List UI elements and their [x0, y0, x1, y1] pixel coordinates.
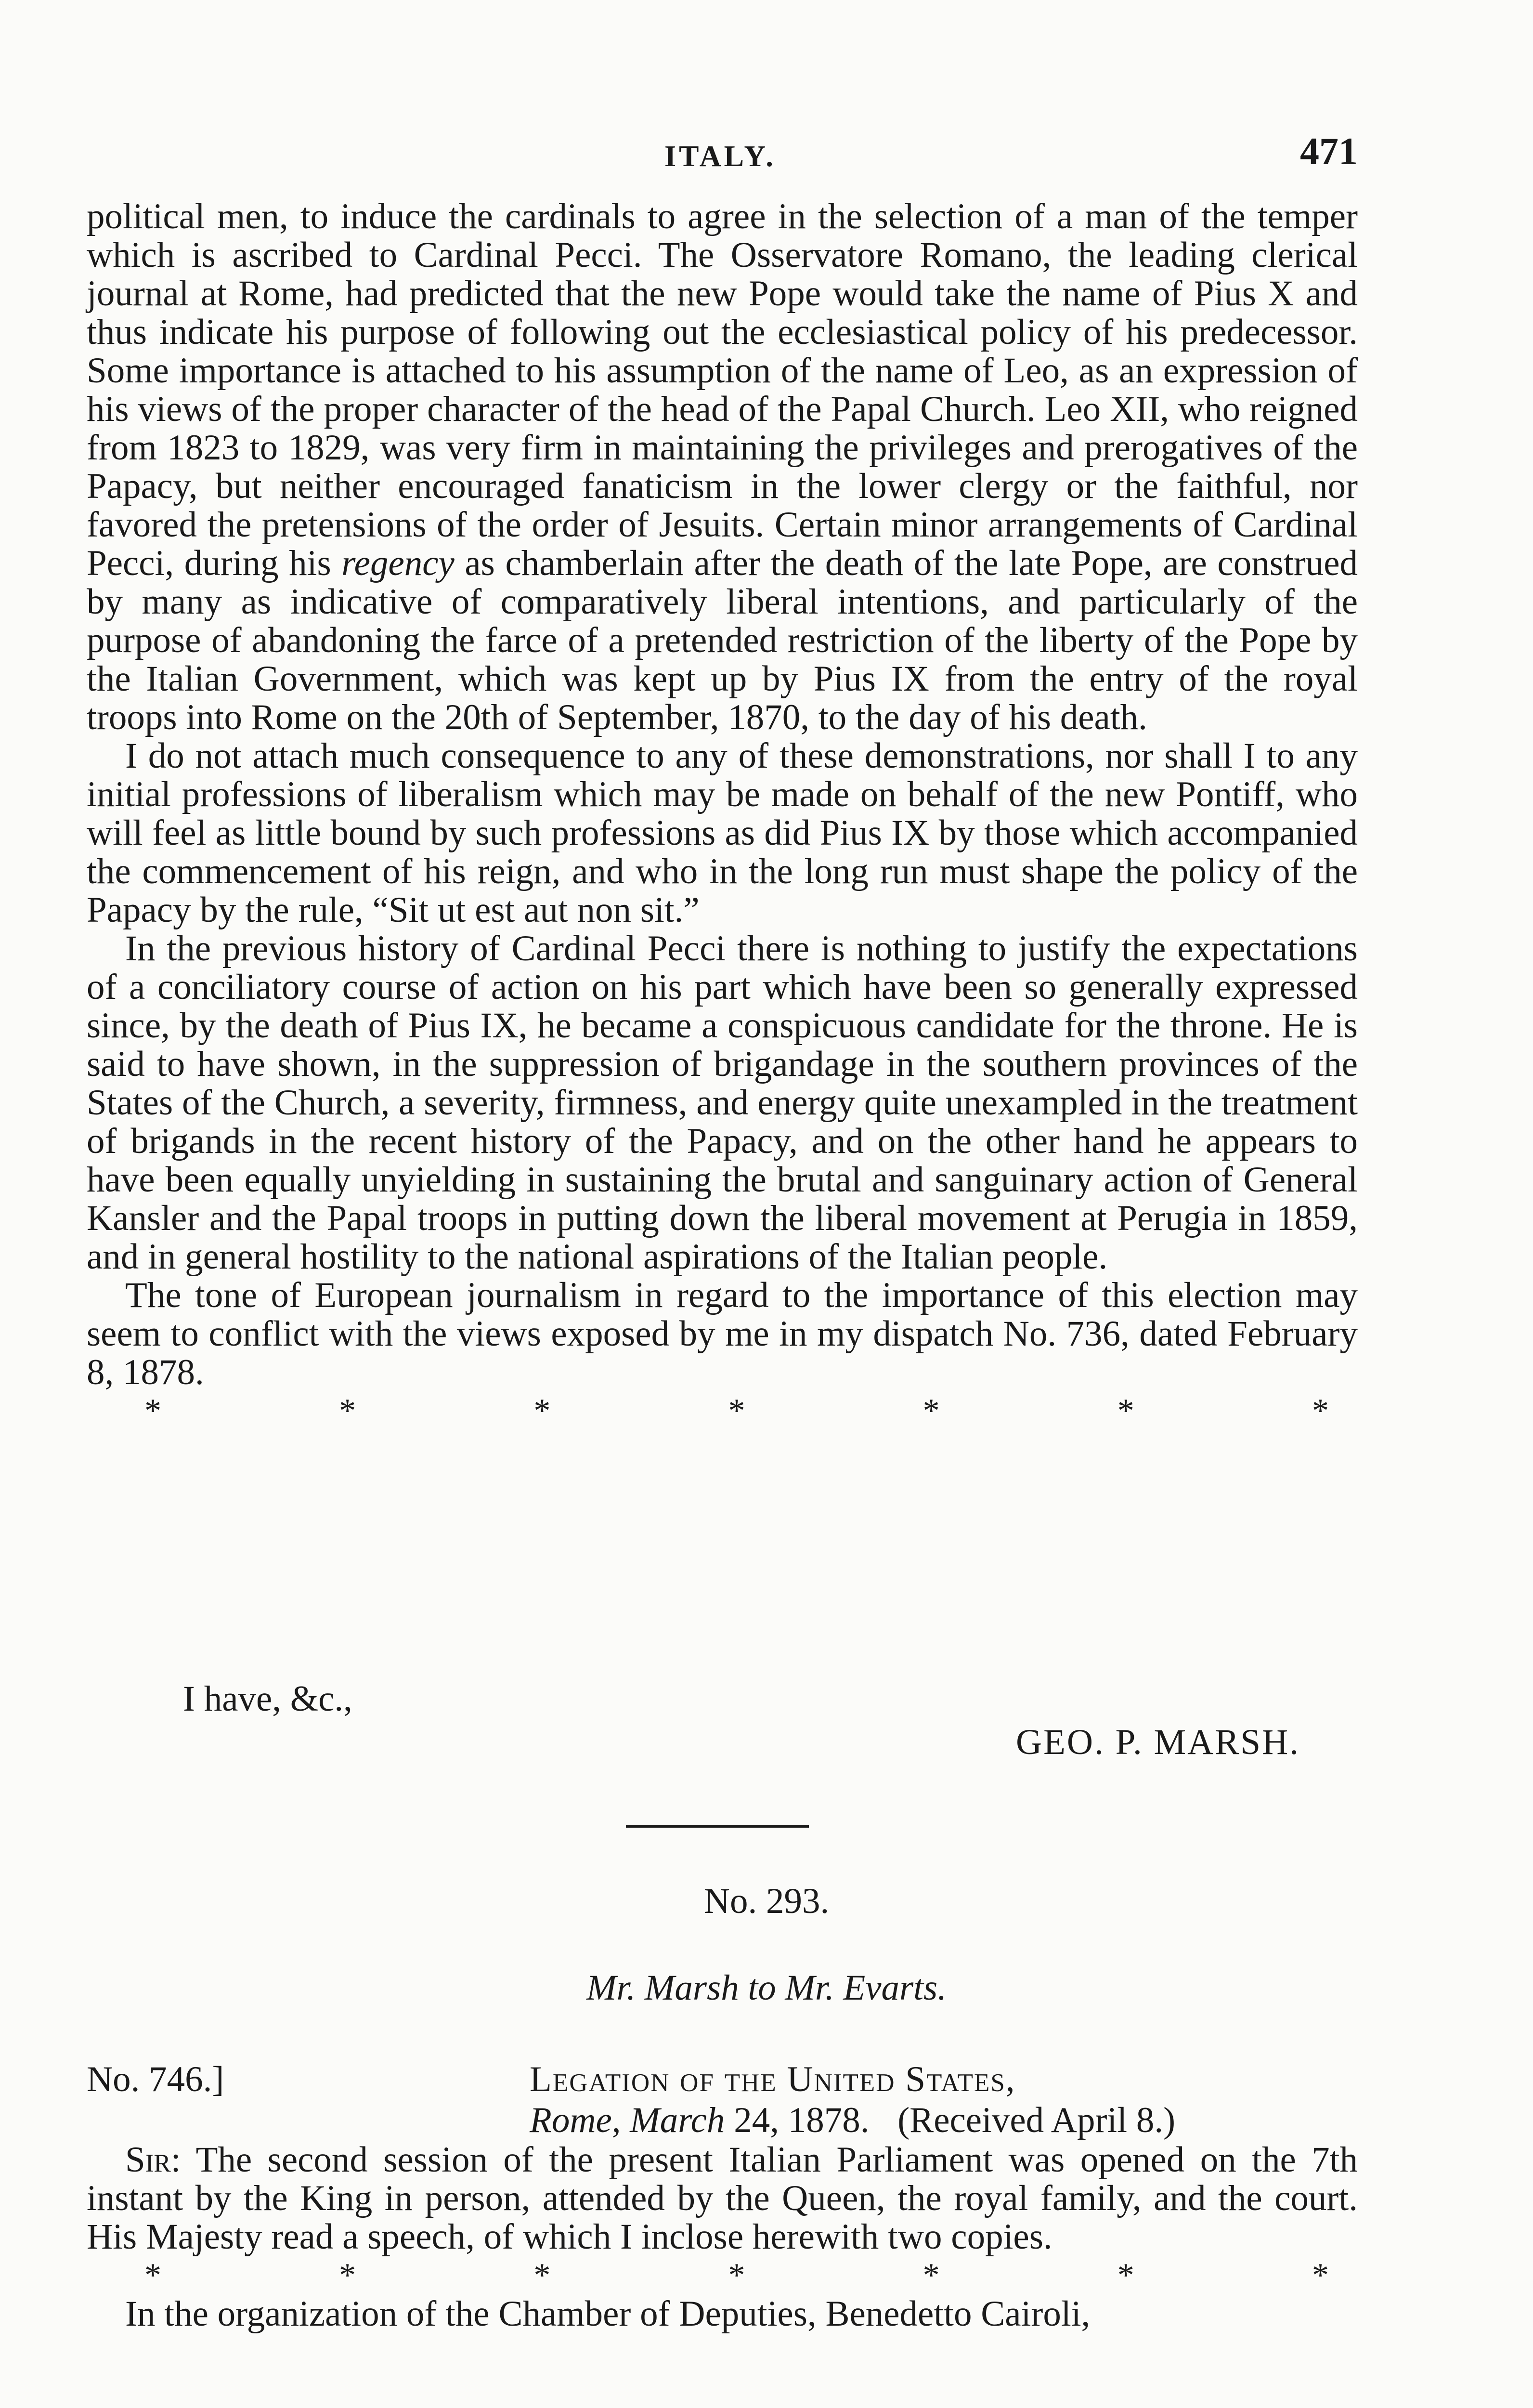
letter-paragraph-1-text: The second session of the present Italian Parliament was opened on the 7th instant by the King in person, attended by the Queen, the royal family, and the court. His Majesty read a speech, of which I inclose herewith two copies. [87, 2140, 1358, 2257]
body-paragraph-2: I do not attach much consequence to any of these demonstrations, nor shall I to any initial professions of liberalism which may be made on behalf of the new Pontiff, who will feel as little bound by such professions as did Pius IX by those which accompanied the commencement of his reign, and who in the long run must shape the policy of the Papacy by the rule, “Sit ut est aut non sit.” [87, 736, 1358, 930]
page-number: 471 [1300, 131, 1358, 173]
letter-paragraph-1 [87, 2141, 1358, 2256]
signature: GEO. P. MARSH. [1015, 1722, 1300, 1762]
star: * [339, 2257, 356, 2294]
star: * [144, 1392, 161, 1429]
document-number: No. 293. [703, 1881, 830, 1921]
document-title: Mr. Marsh to Mr. Evarts. [586, 1968, 947, 2008]
star: * [144, 2257, 161, 2294]
body-paragraph-1-text: political men, to induce the cardinals to agree in the selection of a man of the temper which is ascribed to Cardinal Pecci. The Osservatore Romano, the leading clerical journal at Rome, had predicted that the new Pope would take the name of Pius X and thus indicate his purpose of following out the ecclesiastical policy of his predecessor. Some importance is attached to his assumption of the name of Leo, as an expression of his views of the proper character of the head of the Papal Church. Leo XII, who reigned from 1823 to 1829, was very firm in maintaining the privileges and prerogatives of the Papacy, but neither encouraged fanaticism in the lower clergy or the faithful, nor favored the pretensions of the order of Jesuits. Certain minor arrangements of Cardinal Pecci, during his [87, 196, 1358, 583]
dateline-date: 24, 1878. [725, 2100, 870, 2140]
dateline-month: March [630, 2100, 725, 2140]
body-paragraph-1 [87, 197, 1358, 737]
complimentary-close-text: I have, &c., [183, 1679, 352, 1719]
star: * [533, 2257, 551, 2294]
star: * [1117, 1392, 1134, 1429]
running-head: ITALY. [664, 140, 776, 173]
star: * [728, 1392, 745, 1429]
salutation: Sir: [125, 2140, 181, 2180]
legation-heading: Legation of the United States, [530, 2059, 1016, 2099]
page-header [87, 130, 1358, 183]
star: * [922, 2257, 940, 2294]
section-divider [626, 1825, 809, 1828]
body-paragraph-4: The tone of European journalism in regard to the importance of this election may seem to conflict with the views exposed by me in my dispatch No. 736, dated February 8, 1878. [87, 1275, 1358, 1392]
received-note: (Received April 8.) [897, 2100, 1176, 2140]
body-paragraph-3: In the previous history of Cardinal Pecci there is nothing to justify the expectations of a conciliatory course of action on his part which have been so generally expressed since, by the death of Pius IX, he became a conspicuous candidate for the throne. He is said to have shown, in the suppression of brigandage in the southern provinces of the States of the Church, a severity, firmness, and energy quite unexampled in the treatment of brigands in the recent history of the Papacy, and on the other hand he appears to have been equally unyielding in sustaining the brutal and sanguinary action of General Kansler and the Papal troops in putting down the liberal movement at Perugia in 1859, and in general hostility to the national aspirations of the Italian people. [87, 929, 1358, 1277]
star: * [339, 1392, 356, 1429]
body-paragraph-1-italic: regency [341, 543, 455, 583]
star: * [1312, 2257, 1329, 2294]
dateline [530, 2100, 1175, 2141]
star: * [533, 1392, 551, 1429]
letter-paragraph-2: In the organization of the Chamber of Deputies, Benedetto Cairoli, [125, 2294, 1091, 2334]
dispatch-body [87, 197, 1358, 1430]
dateline-place: Rome [530, 2100, 612, 2140]
omission-stars-2 [87, 2256, 1358, 2295]
dispatch-number: No. 746.] [87, 2059, 224, 2099]
star: * [922, 1392, 940, 1429]
star: * [728, 2257, 745, 2294]
star: * [1117, 2257, 1134, 2294]
omission-stars-1 [87, 1392, 1358, 1430]
body-paragraph-1-rest: as chamberlain after the death of the late Pope, are construed by many as indicative of comparatively liberal intentions, and particularly of the purpose of abandoning the farce of a pretended restriction of the liberty of the Pope by the Italian Government, which was kept up by Pius IX from the entry of the royal troops into Rome on the 20th of September, 1870, to the day of his death. [87, 543, 1358, 737]
dateline-comma: , [611, 2100, 630, 2140]
star: * [1312, 1392, 1329, 1429]
letter-body [87, 2141, 1358, 2333]
